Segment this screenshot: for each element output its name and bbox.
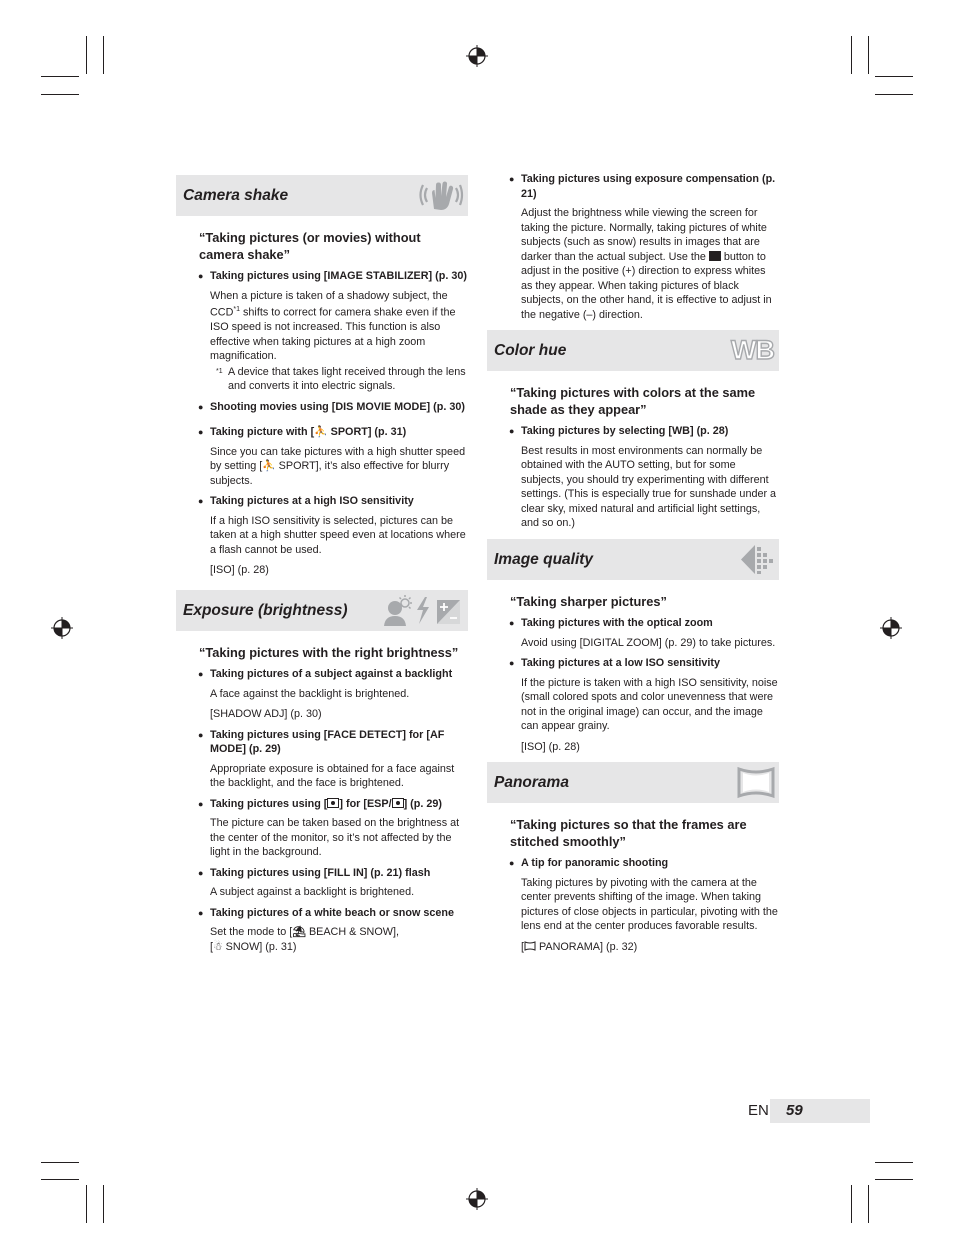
- registration-mark-icon: [51, 617, 73, 639]
- section-header: [176, 590, 468, 631]
- section-title: Image quality: [494, 550, 594, 568]
- snow-mode-icon: ☃: [213, 940, 223, 953]
- page-number-bar: [770, 1099, 870, 1123]
- crop-mark: [41, 94, 79, 95]
- bullet-heading: ● Taking picture with [⛹ SPORT] (p. 31): [176, 425, 468, 440]
- page-reference: [ISO] (p. 28): [521, 740, 580, 753]
- bullet-heading: ● Shooting movies using [DIS MOVIE MODE] (p. 30): [176, 400, 468, 415]
- crop-mark: [875, 1162, 913, 1163]
- language-label: EN: [748, 1102, 769, 1119]
- section-header: [487, 762, 779, 803]
- crop-mark: [868, 1185, 869, 1223]
- bullet-heading: ● Taking pictures at a high ISO sensitivity: [176, 494, 468, 509]
- registration-mark-icon: [466, 1188, 488, 1210]
- exposure-compensation-icon: [709, 251, 721, 261]
- section-header: [176, 175, 468, 216]
- crop-mark: [875, 1179, 913, 1180]
- section-exposure: [176, 590, 468, 955]
- crop-mark: [103, 36, 104, 74]
- section-title: Color hue: [494, 342, 567, 359]
- bullet-body: Appropriate exposure is obtained for a face against the backlight, and the face is brightened.: [210, 762, 455, 790]
- panorama-icon: [737, 766, 775, 799]
- page-reference: [SHADOW ADJ] (p. 30): [210, 708, 322, 721]
- shaking-hand-icon: [418, 179, 464, 212]
- bullet-heading: ● Taking pictures by selecting [WB] (p. 28): [487, 424, 779, 439]
- beach-snow-mode-icon: ⛱: [292, 926, 306, 939]
- panorama-icon: [524, 941, 536, 951]
- bullet-body: If the picture is taken with a high ISO sensitivity, noise (small colored spots and color unevenness that were not in the original image) can occur, and the image can appear grainy.: [521, 676, 778, 732]
- registration-mark-icon: [466, 45, 488, 67]
- bullet-heading: ● Taking pictures using [FACE DETECT] for [AF MODE] (p. 29): [176, 728, 468, 757]
- crop-mark: [875, 94, 913, 95]
- spot-metering-icon: [392, 798, 404, 808]
- crop-mark: [868, 36, 869, 74]
- bullet-body: The picture can be taken based on the brightness at the center of the monitor, so it’s not affected by the light in the background.: [210, 817, 460, 859]
- crop-mark: [41, 1179, 79, 1180]
- bullet-heading: ● Taking pictures of a subject against a backlight: [176, 667, 468, 682]
- bullet-heading: ● Taking pictures using [FILL IN] (p. 21) flash: [176, 866, 468, 881]
- backlight-flash-exposure-icon: [382, 594, 464, 627]
- footnote: *1 A device that takes light received through the lens and converts it into electric signals.: [216, 365, 466, 393]
- crop-mark: [103, 1185, 104, 1223]
- crop-mark: [41, 1162, 79, 1163]
- image-quality-arrow-icon: [739, 543, 775, 576]
- bullet-body: Avoid using [DIGITAL ZOOM] (p. 29) to take pictures.: [521, 636, 776, 649]
- right-column: [487, 172, 779, 960]
- section-header: [487, 539, 779, 580]
- section-quote: “Taking sharper pictures”: [510, 593, 667, 609]
- registration-mark-icon: [880, 617, 902, 639]
- section-color-hue: [487, 330, 779, 531]
- bullet-body: Adjust the brightness while viewing the screen for taking the picture. Normally, taking pictures of white subjects (such as snow) results in images that are darker than the actual subject. Use the button to adjust in the positive (+) direction to express whites as they appear. When taking pictures of black subjects, on the other hand, it is effective to adjust in the negative (–) direction.: [521, 207, 772, 321]
- page-reference: [ PANORAMA] (p. 32): [521, 940, 638, 953]
- section-exposure-compensation: [487, 172, 779, 322]
- page-footer: [748, 1099, 870, 1123]
- bullet-body: If a high ISO sensitivity is selected, pictures can be taken at a high shutter speed even at locations where a flash cannot be used.: [210, 514, 466, 556]
- bullet-body: A face against the backlight is brightened.: [210, 687, 410, 700]
- section-header: [487, 330, 779, 371]
- bullet-heading: ● Taking pictures using [IMAGE STABILIZER] (p. 30): [176, 269, 468, 284]
- section-panorama: [487, 762, 779, 954]
- bullet-heading: ● Taking pictures with the optical zoom: [487, 616, 779, 631]
- bullet-body: A subject against a backlight is brightened.: [210, 886, 415, 899]
- section-camera-shake: [176, 175, 468, 578]
- bullet-body: When a picture is taken of a shadowy subject, the CCD$^{*1}$ shifts to correct for camera shake even if the ISO speed is not increased. This function is also effective when taking pictures at a high zoom magnification.: [210, 289, 456, 363]
- crop-mark: [851, 36, 852, 74]
- crop-mark: [86, 36, 87, 74]
- section-quote: “Taking pictures (or movies) without camera shake”: [199, 230, 421, 262]
- bullet-heading: ● Taking pictures using [ ] for [ESP/ ] (p. 29): [176, 797, 468, 812]
- crop-mark: [875, 76, 913, 77]
- section-title: Camera shake: [183, 187, 289, 204]
- section-quote: “Taking pictures with colors at the same shade as they appear”: [510, 385, 756, 417]
- sport-mode-icon: ⛹: [314, 426, 328, 439]
- sport-mode-icon: ⛹: [262, 460, 276, 473]
- section-quote: “Taking pictures so that the frames are stitched smoothly”: [510, 817, 747, 849]
- section-title: Exposure (brightness): [183, 601, 348, 619]
- crop-mark: [41, 76, 79, 77]
- bullet-body: Taking pictures by pivoting with the camera at the center prevents shifting of the image. When taking pictures of close objects in particular, pivoting with the lens end at the center produces favorable results.: [521, 876, 778, 932]
- bullet-body: Since you can take pictures with a high shutter speed by setting [⛹ SPORT], it’s also effective for blurry subjects.: [210, 445, 466, 487]
- white-balance-icon: WB: [731, 335, 774, 365]
- bullet-body: Best results in most environments can normally be obtained with the AUTO setting, but for some subjects, you should try experimenting with different settings. (This is especially true for sunshade under a clear sky, mixed natural and artificial light settings, and so on.): [521, 444, 777, 529]
- bullet-heading: ● Taking pictures at a low ISO sensitivity: [487, 656, 779, 671]
- section-title: Panorama: [494, 774, 569, 791]
- crop-mark: [851, 1185, 852, 1223]
- page-reference: [ISO] (p. 28): [210, 564, 269, 577]
- bullet-body: Set the mode to [⛱ BEACH & SNOW], [☃ SNOW] (p. 31): [210, 926, 399, 953]
- section-image-quality: [487, 539, 779, 755]
- bullet-heading: ● Taking pictures using exposure compensation (p. 21): [487, 172, 779, 201]
- bullet-heading: ● A tip for panoramic shooting: [487, 856, 779, 871]
- crop-mark: [86, 1185, 87, 1223]
- spot-metering-icon: [327, 798, 339, 808]
- section-quote: “Taking pictures with the right brightness”: [199, 644, 459, 660]
- left-column: [176, 175, 468, 960]
- page-number: 59: [786, 1102, 803, 1119]
- bullet-heading: ● Taking pictures of a white beach or snow scene: [176, 906, 468, 921]
